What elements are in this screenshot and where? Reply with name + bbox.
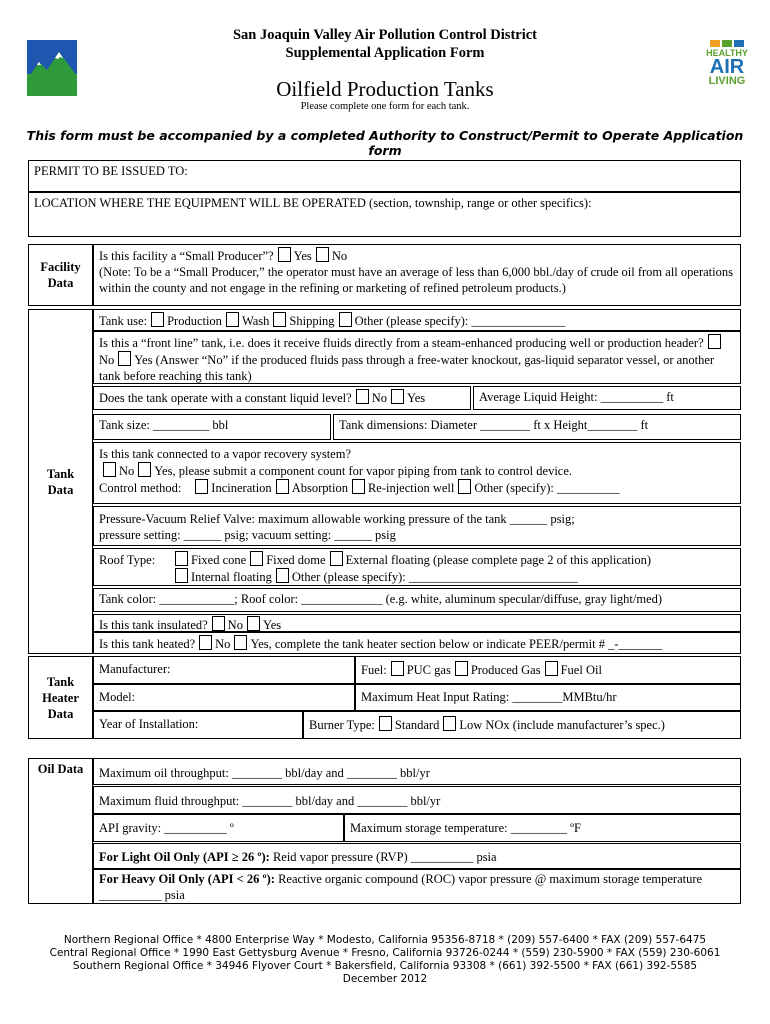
roof-fixed-dome-checkbox[interactable]	[250, 551, 263, 566]
roof-external-floating-label: External floating (please complete page 2 of this application)	[345, 553, 652, 567]
use-wash-checkbox[interactable]	[226, 312, 239, 327]
logo-word-living: LIVING	[708, 75, 746, 87]
tank-data-label: Tank Data	[28, 309, 93, 654]
heater-manufacturer-field[interactable]	[93, 656, 355, 684]
roof-fixed-cone-label: Fixed cone	[191, 553, 247, 567]
use-shipping-label: Shipping	[289, 314, 335, 328]
logo-word-healthy: HEALTHY	[706, 48, 748, 58]
front-line-no-label: No	[99, 353, 115, 367]
insulated-yes-label: Yes	[262, 618, 282, 632]
fuel-oil-checkbox[interactable]	[545, 661, 558, 676]
footer	[0, 934, 770, 986]
constant-level-question: Does the tank operate with a constant liquid level?	[99, 391, 352, 405]
location-label: LOCATION WHERE THE EQUIPMENT WILL BE OPERATED (section, township, range or other specifics):	[34, 196, 592, 210]
tank-dimensions-label: Tank dimensions: Diameter ________ ft x Height________ ft	[339, 418, 649, 432]
small-producer-no-checkbox[interactable]	[316, 247, 329, 262]
front-line-no-checkbox[interactable]	[708, 334, 721, 349]
control-incineration-checkbox[interactable]	[195, 479, 208, 494]
front-line-yes-label: Yes (Answer “No” if the produced fluids pass through a free-water knockout, gas-liquid separator vessel, or another tank before reaching this tank)	[99, 353, 715, 383]
use-other-checkbox[interactable]	[339, 312, 352, 327]
front-line-question: Is this a “front line” tank, i.e. does it receive fluids directly from a steam-enhanced producing well or production header?	[99, 336, 704, 350]
form-title: Oilfield Production Tanks	[276, 77, 494, 101]
footer-northern-office: Northern Regional Office * 4800 Enterprise Way * Modesto, California 95356-8718 * (209) 557-6400 * FAX (209) 557-6475	[63, 934, 707, 946]
footer-southern-office: Southern Regional Office * 34946 Flyover Court * Bakersfield, California 93308 * (661) 392-5500 * FAX (661) 392-5585	[72, 960, 698, 972]
footer-central-office: Central Regional Office * 1990 East Gettysburg Avenue * Fresno, California 93726-0244 * (559) 230-5900 * FAX (559) 230-6061	[49, 947, 721, 959]
logo-word-air: AIR	[709, 56, 745, 78]
light-oil-row[interactable]	[93, 843, 741, 869]
heater-max-heat-label: Maximum Heat Input Rating: ________MMBtu/hr	[361, 690, 617, 704]
fuel-produced-gas-checkbox[interactable]	[455, 661, 468, 676]
heater-model-field[interactable]	[93, 684, 355, 711]
pv-relief-line2: pressure setting: ______ psig; vacuum setting: ______ psig	[99, 528, 396, 542]
roof-type-label: Roof Type:	[99, 553, 156, 567]
use-shipping-checkbox[interactable]	[273, 312, 286, 327]
control-reinjection-label: Re-injection well	[367, 481, 455, 495]
form-notice: This form must be accompanied by a completed Authority to Construct/Permit to Operate Application form	[26, 128, 744, 158]
roof-other-label: Other (please specify): ___________________________	[291, 570, 578, 584]
light-oil-heading: For Light Oil Only (API ≥ 26 º):	[99, 850, 270, 864]
use-production-checkbox[interactable]	[151, 312, 164, 327]
light-oil-rvp: Reid vapor pressure (RVP) __________ psia	[269, 850, 497, 864]
heated-row	[93, 632, 741, 654]
tank-dimensions-field[interactable]	[333, 414, 741, 440]
control-reinjection-checkbox[interactable]	[352, 479, 365, 494]
location-field[interactable]	[28, 192, 741, 237]
heater-model-label: Model:	[99, 690, 136, 704]
insulated-yes-checkbox[interactable]	[247, 616, 260, 631]
permit-issued-to-field[interactable]	[28, 160, 741, 192]
small-producer-question: Is this facility a “Small Producer”?	[99, 249, 274, 263]
tank-use-label: Tank use:	[99, 314, 148, 328]
heated-yes-checkbox[interactable]	[234, 635, 247, 650]
use-other-label: Other (please specify): _______________	[354, 314, 566, 328]
roof-type-row	[93, 548, 741, 586]
heavy-oil-heading: For Heavy Oil Only (API < 26 º):	[99, 872, 275, 886]
vapor-yes-label: Yes, please submit a component count for vapor piping from tank to control device.	[154, 464, 573, 478]
heavy-oil-row[interactable]	[93, 869, 741, 904]
front-line-row	[93, 331, 741, 384]
constant-no-label: No	[371, 391, 387, 405]
constant-level-row	[93, 386, 471, 410]
fuel-puc-gas-checkbox[interactable]	[391, 661, 404, 676]
heater-max-heat-field[interactable]	[355, 684, 741, 711]
insulated-no-checkbox[interactable]	[212, 616, 225, 631]
tank-heater-label: Tank Heater Data	[28, 656, 93, 739]
vapor-no-checkbox[interactable]	[103, 462, 116, 477]
vapor-yes-checkbox[interactable]	[138, 462, 151, 477]
small-producer-yes-label: Yes	[293, 249, 312, 263]
tank-color-label: Tank color: ____________; Roof color: _____________ (e.g. white, aluminum specular/diffuse, gray light/med)	[99, 592, 663, 606]
fuel-puc-gas-label: PUC gas	[406, 663, 451, 677]
insulated-row	[93, 614, 741, 632]
heater-fuel-row	[355, 656, 741, 684]
heated-no-label: No	[215, 637, 231, 651]
roof-internal-floating-checkbox[interactable]	[175, 568, 188, 583]
control-other-checkbox[interactable]	[458, 479, 471, 494]
pv-relief-line1: Pressure-Vacuum Relief Valve: maximum allowable working pressure of the tank ______ psig;	[99, 512, 575, 526]
constant-yes-label: Yes	[406, 391, 426, 405]
fuel-oil-label: Fuel Oil	[560, 663, 602, 677]
heated-yes-label: Yes, complete the tank heater section below or indicate PEER/permit # _-_______	[250, 637, 663, 651]
heater-fuel-label: Fuel:	[361, 663, 387, 677]
max-oil-throughput-label: Maximum oil throughput: ________ bbl/day and ________ bbl/yr	[99, 766, 430, 780]
use-production-label: Production	[167, 314, 222, 328]
pv-relief-valve-row[interactable]	[93, 506, 741, 546]
heater-year-label: Year of Installation:	[99, 717, 199, 731]
avg-liquid-height-field[interactable]	[473, 386, 741, 410]
oil-data-label: Oil Data	[28, 758, 93, 904]
small-producer-no-label: No	[331, 249, 348, 263]
district-name: San Joaquin Valley Air Pollution Control District	[232, 27, 537, 43]
roof-other-checkbox[interactable]	[276, 568, 289, 583]
tank-color-row[interactable]	[93, 588, 741, 612]
facility-data-label: Facility Data	[28, 244, 93, 306]
burner-low-nox-checkbox[interactable]	[443, 716, 456, 731]
burner-standard-checkbox[interactable]	[379, 716, 392, 731]
max-storage-temp-field[interactable]	[344, 814, 741, 842]
control-incineration-label: Incineration	[211, 481, 272, 495]
control-absorption-label: Absorption	[291, 481, 348, 495]
constant-no-checkbox[interactable]	[356, 389, 369, 404]
fuel-produced-gas-label: Produced Gas	[470, 663, 541, 677]
heater-manufacturer-label: Manufacturer:	[99, 662, 171, 676]
footer-date: December 2012	[342, 973, 428, 985]
front-line-yes-checkbox[interactable]	[118, 351, 131, 366]
roof-fixed-cone-checkbox[interactable]	[175, 551, 188, 566]
heavy-oil-roc: Reactive organic compound (ROC) vapor pressure @ maximum storage temperature __________ psia	[99, 872, 703, 902]
roof-fixed-dome-label: Fixed dome	[266, 553, 326, 567]
facility-small-producer-row	[93, 244, 741, 306]
permit-issued-to-label: PERMIT TO BE ISSUED TO:	[34, 164, 188, 178]
district-header	[0, 26, 770, 62]
tank-size-label: Tank size: _________ bbl	[99, 418, 229, 432]
tank-use-row	[93, 309, 741, 331]
form-subtitle: Please complete one form for each tank.	[300, 101, 470, 112]
heater-burner-label: Burner Type:	[309, 718, 375, 732]
api-gravity-label: API gravity: __________ º	[99, 821, 234, 835]
vapor-no-label: No	[119, 464, 135, 478]
burner-low-nox-label: Low NOx (include manufacturer’s spec.)	[459, 718, 665, 732]
small-producer-note: (Note: To be a “Small Producer,” the operator must have an average of less than 6,000 bbl./day of crude oil from all operations within the county and not engage in the refining or marketing of refined petroleum products.)	[99, 265, 733, 295]
use-wash-label: Wash	[241, 314, 270, 328]
heater-burner-row	[303, 711, 741, 739]
burner-standard-label: Standard	[394, 718, 440, 732]
roof-internal-floating-label: Internal floating	[191, 570, 272, 584]
heated-question: Is this tank heated?	[99, 637, 196, 651]
api-gravity-field[interactable]	[93, 814, 344, 842]
max-storage-temp-label: Maximum storage temperature: _________ ºF	[350, 821, 581, 835]
vapor-recovery-row	[93, 442, 741, 504]
max-fluid-throughput-field[interactable]	[93, 786, 741, 814]
control-method-label: Control method:	[99, 481, 182, 495]
control-absorption-checkbox[interactable]	[276, 479, 289, 494]
form-type: Supplemental Application Form	[285, 45, 485, 61]
constant-yes-checkbox[interactable]	[391, 389, 404, 404]
avg-liquid-height-label: Average Liquid Height: __________ ft	[479, 390, 674, 404]
heater-year-field[interactable]	[93, 711, 303, 739]
insulated-question: Is this tank insulated?	[99, 618, 208, 632]
roof-external-floating-checkbox[interactable]	[330, 551, 343, 566]
heated-no-checkbox[interactable]	[199, 635, 212, 650]
max-oil-throughput-field[interactable]	[93, 758, 741, 785]
tank-size-field[interactable]	[93, 414, 331, 440]
small-producer-yes-checkbox[interactable]	[278, 247, 291, 262]
vapor-recovery-question: Is this tank connected to a vapor recovery system?	[99, 447, 351, 461]
insulated-no-label: No	[227, 618, 243, 632]
control-other-label: Other (specify): __________	[474, 481, 620, 495]
max-fluid-throughput-label: Maximum fluid throughput: ________ bbl/day and ________ bbl/yr	[99, 794, 441, 808]
